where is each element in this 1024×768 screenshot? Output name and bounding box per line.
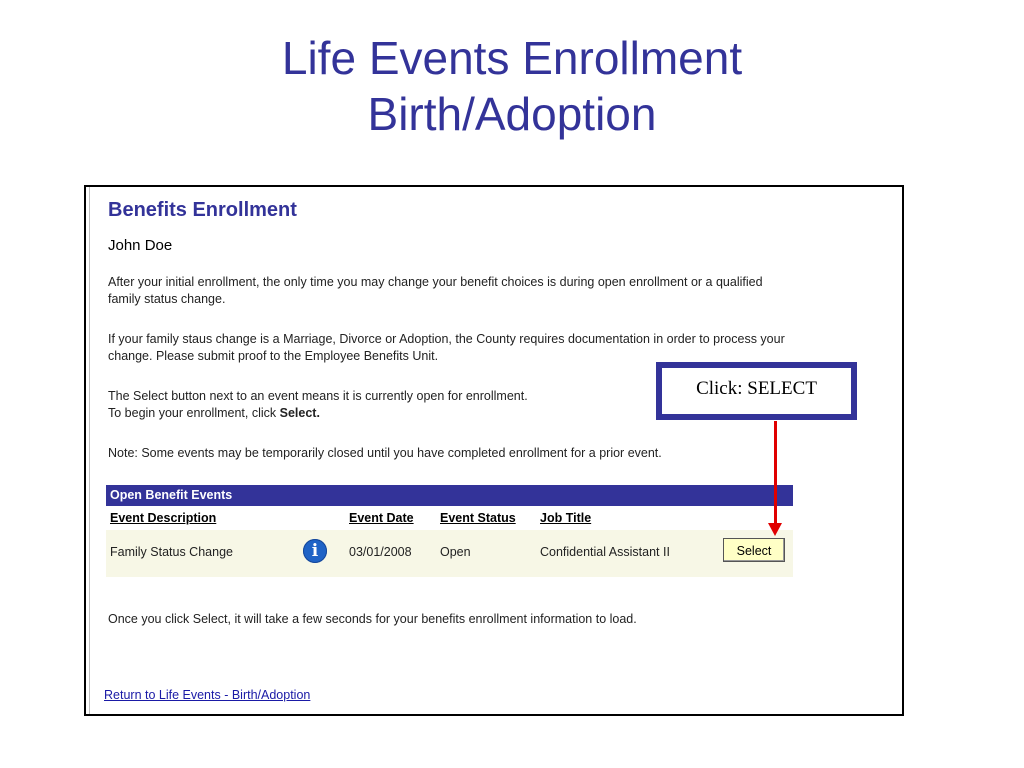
employee-name: John Doe: [108, 237, 173, 254]
intro-paragraph: After your initial enrollment, the only time you may change your benefit choices is during open enrollment or a qualified family status change.: [108, 275, 763, 306]
grid-header: Open Benefit Events: [106, 485, 793, 506]
instructions-line1: The Select button next to an event means it is currently open for enrollment.: [108, 389, 528, 403]
callout-text: Click: SELECT: [696, 378, 817, 399]
select-button[interactable]: Select: [723, 538, 785, 562]
col-event-description[interactable]: Event Description: [110, 511, 217, 525]
column-headers: [106, 506, 793, 530]
col-event-date[interactable]: Event Date: [349, 511, 414, 525]
slide-title-line1: Life Events Enrollment: [281, 32, 743, 84]
note-paragraph: Note: Some events may be temporarily closed until you have completed enrollment for a prior event.: [108, 446, 662, 460]
col-event-status[interactable]: Event Status: [440, 511, 516, 525]
callout-arrow-head: [768, 523, 782, 536]
event-status-cell: Open: [440, 545, 471, 559]
instructions-select-word: Select.: [279, 406, 320, 420]
return-link[interactable]: Return to Life Events - Birth/Adoption: [104, 688, 311, 702]
job-title-cell: Confidential Assistant II: [540, 545, 670, 559]
table-row: [106, 530, 793, 577]
open-benefit-events-grid: [106, 485, 793, 577]
loading-note: Once you click Select, it will take a few seconds for your benefits enrollment information to load.: [108, 612, 637, 626]
callout-arrow-line: [774, 421, 777, 525]
event-date-cell: 03/01/2008: [349, 545, 412, 559]
col-job-title[interactable]: Job Title: [540, 511, 592, 525]
instructions-prefix: To begin your enrollment, click: [108, 406, 280, 420]
slide-title: [0, 30, 1024, 142]
screenshot-frame: [84, 185, 904, 716]
event-description-cell: Family Status Change: [110, 545, 233, 559]
documentation-paragraph: If your family staus change is a Marriage, Divorce or Adoption, the County requires documentation in order to process your change. Please submit proof to the Employee Benefits Unit.: [108, 332, 785, 363]
info-icon[interactable]: i: [303, 539, 327, 563]
page-title: Benefits Enrollment: [108, 199, 297, 221]
callout-box: [656, 362, 857, 420]
slide-title-line2: Birth/Adoption: [367, 88, 657, 140]
